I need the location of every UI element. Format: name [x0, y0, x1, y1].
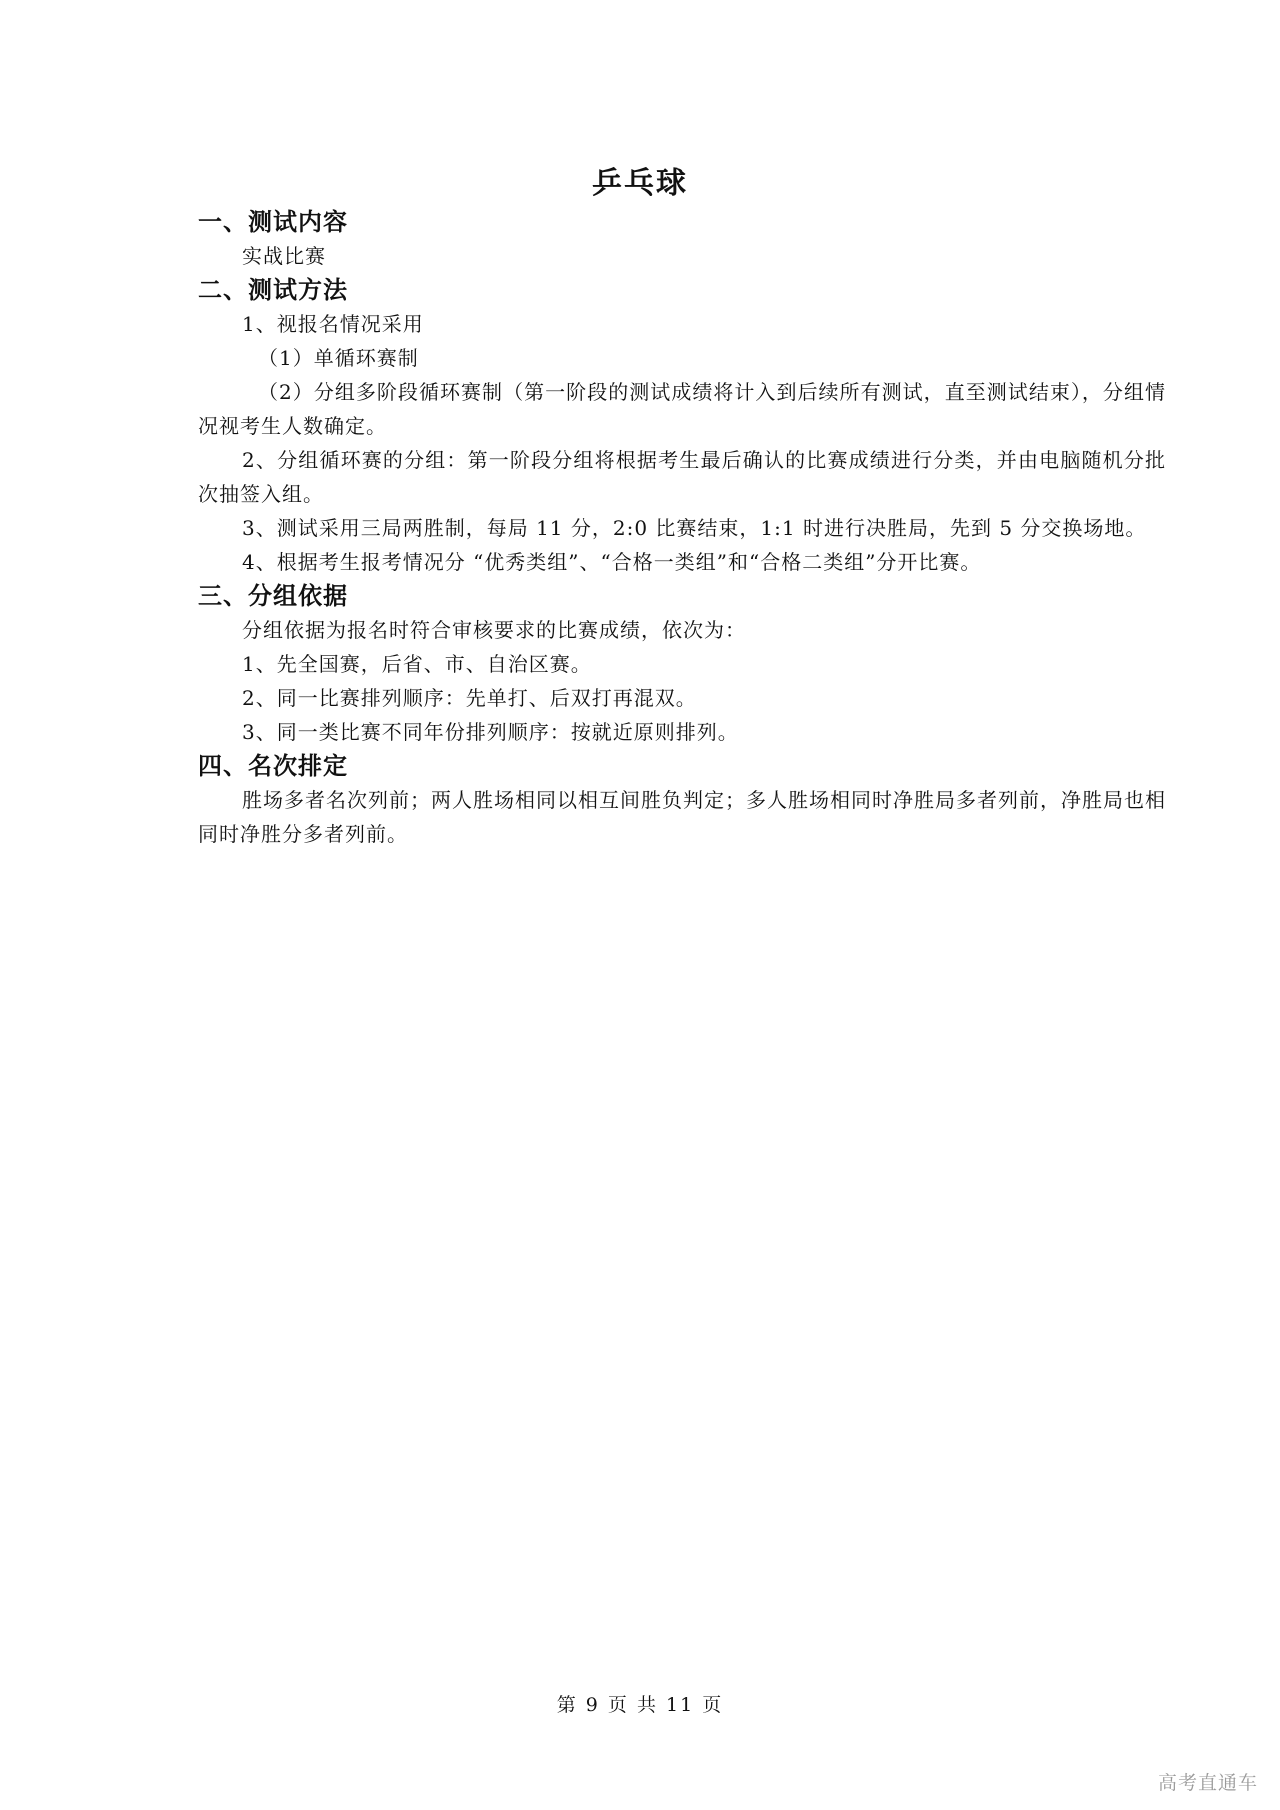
paragraph: 胜场多者名次列前；两人胜场相同以相互间胜负判定；多人胜场相同时净胜局多者列前，净胜局也相同时净胜分多者列前。 [198, 788, 1166, 846]
section-heading: 三、分组依据 [198, 582, 348, 610]
section-heading: 四、名次排定 [198, 752, 348, 780]
section-ranking [198, 749, 1166, 851]
page-number-footer: 第 9 页 共 11 页 [556, 1694, 724, 1716]
paragraph: （2）分组多阶段循环赛制（第一阶段的测试成绩将计入到后续所有测试，直至测试结束），分组情况视考生人数确定。 [198, 380, 1166, 438]
section-heading: 二、测试方法 [198, 276, 348, 304]
paragraph: 4、根据考生报考情况分 “优秀类组”、“合格一类组”和“合格二类组”分开比赛。 [242, 550, 982, 574]
watermark: 高考直通车 [1157, 1772, 1258, 1794]
document-body [198, 205, 1166, 851]
section-heading: 一、测试内容 [198, 208, 348, 236]
paragraph: 2、同一比赛排列顺序：先单打、后双打再混双。 [242, 686, 697, 710]
section-test-content [198, 205, 1166, 273]
paragraph: 2、分组循环赛的分组：第一阶段分组将根据考生最后确认的比赛成绩进行分类，并由电脑随机分批次抽签入组。 [198, 448, 1166, 506]
paragraph: 3、同一类比赛不同年份排列顺序：按就近原则排列。 [242, 720, 739, 744]
paragraph: 实战比赛 [242, 244, 326, 268]
page-title: 乒乓球 [592, 166, 688, 201]
paragraph: 分组依据为报名时符合审核要求的比赛成绩，依次为： [242, 618, 746, 642]
section-grouping-basis [198, 579, 1166, 749]
paragraph: 3、测试采用三局两胜制，每局 11 分，2:0 比赛结束，1:1 时进行决胜局，先到 5 分交换场地。 [242, 516, 1147, 540]
paragraph: 1、先全国赛，后省、市、自治区赛。 [242, 652, 592, 676]
paragraph: （1）单循环赛制 [258, 346, 419, 370]
paragraph: 1、视报名情况采用 [242, 312, 424, 336]
section-test-method [198, 273, 1166, 579]
